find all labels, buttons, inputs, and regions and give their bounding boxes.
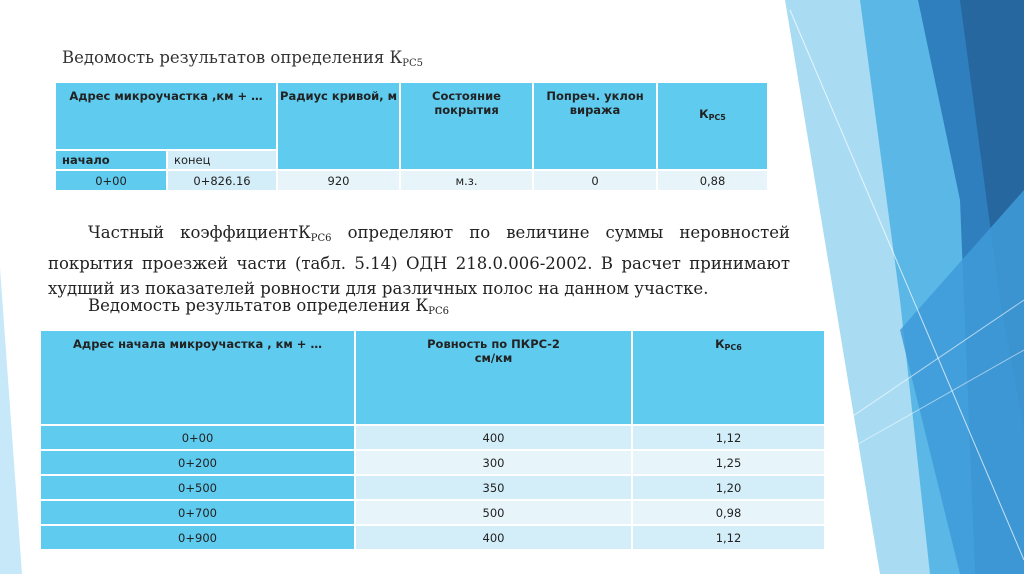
cell-k: 1,25 xyxy=(632,450,825,475)
table-row xyxy=(40,500,825,525)
header-start: начало xyxy=(55,150,167,170)
header-end: конец xyxy=(167,150,277,170)
header-k-rc5-sub: РС5 xyxy=(708,113,726,122)
cell-evenness: 400 xyxy=(355,525,632,550)
table-row xyxy=(40,525,825,550)
header-k-rc6-sub: РС6 xyxy=(724,343,742,352)
table-row xyxy=(40,450,825,475)
cell-evenness: 400 xyxy=(355,425,632,450)
cell-slope: 0 xyxy=(533,170,657,191)
paragraph-part-1: Частный коэффициентК xyxy=(88,223,311,242)
cell-evenness: 350 xyxy=(355,475,632,500)
cell-radius: 920 xyxy=(277,170,400,191)
table-row xyxy=(40,475,825,500)
header-k-rc5 xyxy=(657,82,768,170)
cell-address: 0+00 xyxy=(40,425,355,450)
header-slope: Попреч. уклон виража xyxy=(533,82,657,170)
cell-evenness: 500 xyxy=(355,500,632,525)
header-state: Состояние покрытия xyxy=(400,82,533,170)
header-k-rc6-main: К xyxy=(715,337,725,351)
header-start-address: Адрес начала микроучастка , км + … xyxy=(40,330,355,425)
paragraph-part-2: определяют по величине суммы неровностей покрытия проезжей части (табл. 5.14) ОДН 218.0.006-2002. В расчет принимают худший из показателей ровности для различных полос на данном участке. xyxy=(48,223,790,298)
body-paragraph xyxy=(48,220,790,301)
cell-end: 0+826.16 xyxy=(167,170,277,191)
table-kpc6 xyxy=(39,329,826,551)
heading-kpc6-text: Ведомость результатов определения К xyxy=(88,296,429,315)
cell-state: м.з. xyxy=(400,170,533,191)
cell-address: 0+200 xyxy=(40,450,355,475)
header-evenness-line1: Ровность по ПКРС-2 xyxy=(427,337,560,351)
header-address: Адрес микроучастка ,км + … xyxy=(55,82,277,150)
heading-kpc6-sub: РС6 xyxy=(428,306,450,317)
header-k-rc6 xyxy=(632,330,825,425)
cell-k: 1,12 xyxy=(632,425,825,450)
heading-kpc5-text: Ведомость результатов определения К xyxy=(62,48,403,67)
table-kpc5 xyxy=(54,81,769,192)
table-row xyxy=(55,170,768,191)
header-evenness xyxy=(355,330,632,425)
paragraph-sub: РС6 xyxy=(310,233,332,244)
cell-address: 0+500 xyxy=(40,475,355,500)
heading-kpc5 xyxy=(62,48,423,69)
header-k-rc5-main: К xyxy=(699,107,709,121)
cell-k: 0,88 xyxy=(657,170,768,191)
header-evenness-line2: см/км xyxy=(474,351,513,365)
cell-k: 0,98 xyxy=(632,500,825,525)
heading-kpc6 xyxy=(88,296,449,317)
cell-start: 0+00 xyxy=(55,170,167,191)
cell-k: 1,12 xyxy=(632,525,825,550)
heading-kpc5-sub: РС5 xyxy=(402,58,424,69)
cell-k: 1,20 xyxy=(632,475,825,500)
deco-left-band xyxy=(0,268,22,574)
cell-address: 0+900 xyxy=(40,525,355,550)
table-row xyxy=(40,425,825,450)
header-radius: Радиус кривой, м xyxy=(277,82,400,170)
cell-address: 0+700 xyxy=(40,500,355,525)
cell-evenness: 300 xyxy=(355,450,632,475)
